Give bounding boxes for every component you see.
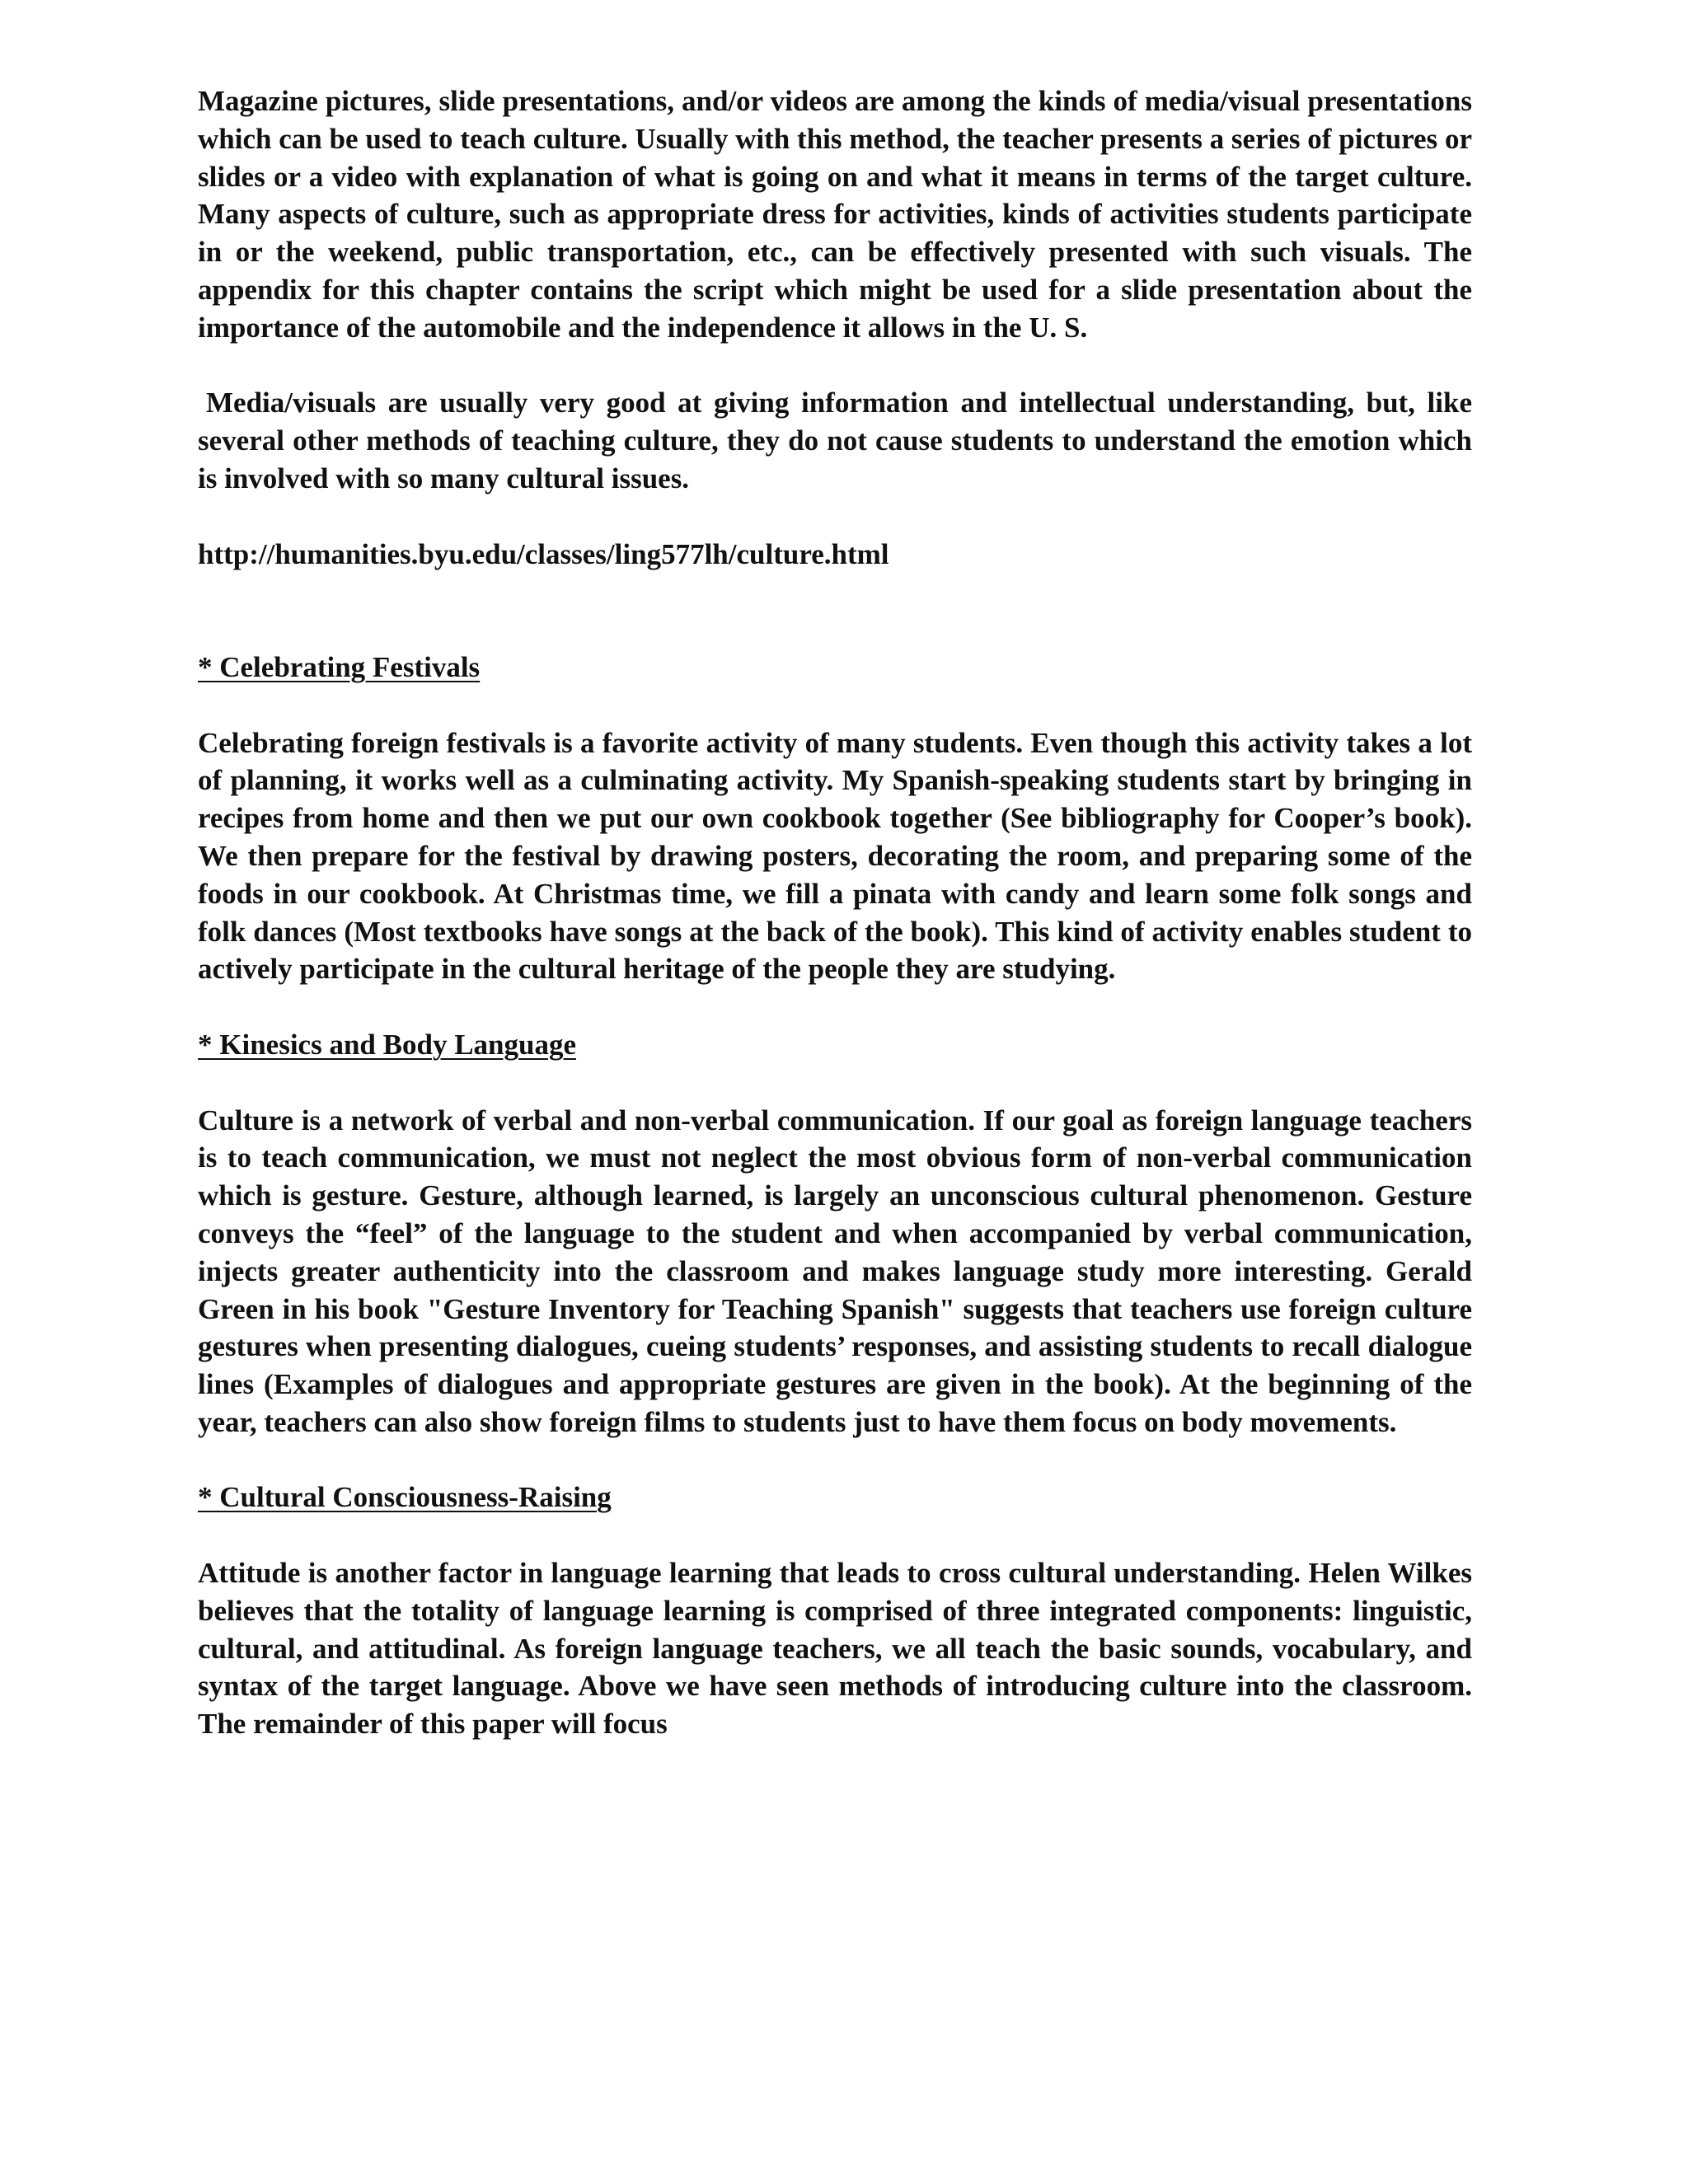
section-heading: * Celebrating Festivals <box>198 650 481 683</box>
media-visuals-paragraph: Media/visuals are usually very good at giving information and intellectual understanding, but, like several other methods of teaching culture, they do not cause students to understand the emotion which is involved with so many cultural issues. <box>198 387 1472 494</box>
section-kinesics-body-language <box>198 1026 1472 1441</box>
section-body: Attitude is another factor in language learning that leads to cross cultural understanding. Helen Wilkes believes that the totality of language learning is comprised of three integrated components: linguistic, cultural, and attitudinal. As foreign language teachers, we all teach the basic sounds, vocabulary, and syntax of the target language. Above we have seen methods of introducing culture into the classroom. The remainder of this paper will focus <box>198 1557 1472 1741</box>
section-cultural-consciousness-raising <box>198 1479 1472 1743</box>
intro-paragraph: Magazine pictures, slide presentations, and/or videos are among the kinds of media/visual presentations which can be used to teach culture. Usually with this method, the teacher presents a series of pictures or slides or a video with explanation of what is going on and what it means in terms of the target culture. Many aspects of culture, such as appropriate dress for activities, kinds of activities students participate in or the weekend, public transportation, etc., can be effectively presented with such visuals. The appendix for this chapter contains the script which might be used for a slide presentation about the importance of the automobile and the independence it allows in the U. S. <box>198 85 1472 344</box>
section-heading: * Kinesics and Body Language <box>198 1028 576 1061</box>
section-body: Culture is a network of verbal and non-verbal communication. If our goal as foreign language teachers is to teach communication, we must not neglect the most obvious form of non-verbal communication which is gesture. Gesture, although learned, is largely an unconscious cultural phenomenon. Gesture conveys the “feel” of the language to the student and when accompanied by verbal communication, injects greater authenticity into the classroom and makes language study more interesting. Gerald Green in his book "Gesture Inventory for Teaching Spanish" suggests that teachers use foreign culture gestures when presenting dialogues, cueing students’ responses, and assisting students to recall dialogue lines (Examples of dialogues and appropriate gestures are given in the book). At the beginning of the year, teachers can also show foreign films to students just to have them focus on body movements. <box>198 1104 1472 1438</box>
section-celebrating-festivals <box>198 649 1472 988</box>
source-url: http://humanities.byu.edu/classes/ling577lh/culture.html <box>198 537 889 570</box>
document-page <box>198 82 1472 1781</box>
section-heading: * Cultural Consciousness-Raising <box>198 1481 612 1514</box>
section-body: Celebrating foreign festivals is a favorite activity of many students. Even though this activity takes a lot of planning, it works well as a culminating activity. My Spanish-speaking students start by bringing in recipes from home and then we put our own cookbook together (See bibliography for Cooper’s book). We then prepare for the festival by drawing posters, decorating the room, and preparing some of the foods in our cookbook. At Christmas time, we fill a pinata with candy and learn some folk songs and folk dances (Most textbooks have songs at the back of the book). This kind of activity enables student to actively participate in the cultural heritage of the people they are studying. <box>198 726 1472 986</box>
